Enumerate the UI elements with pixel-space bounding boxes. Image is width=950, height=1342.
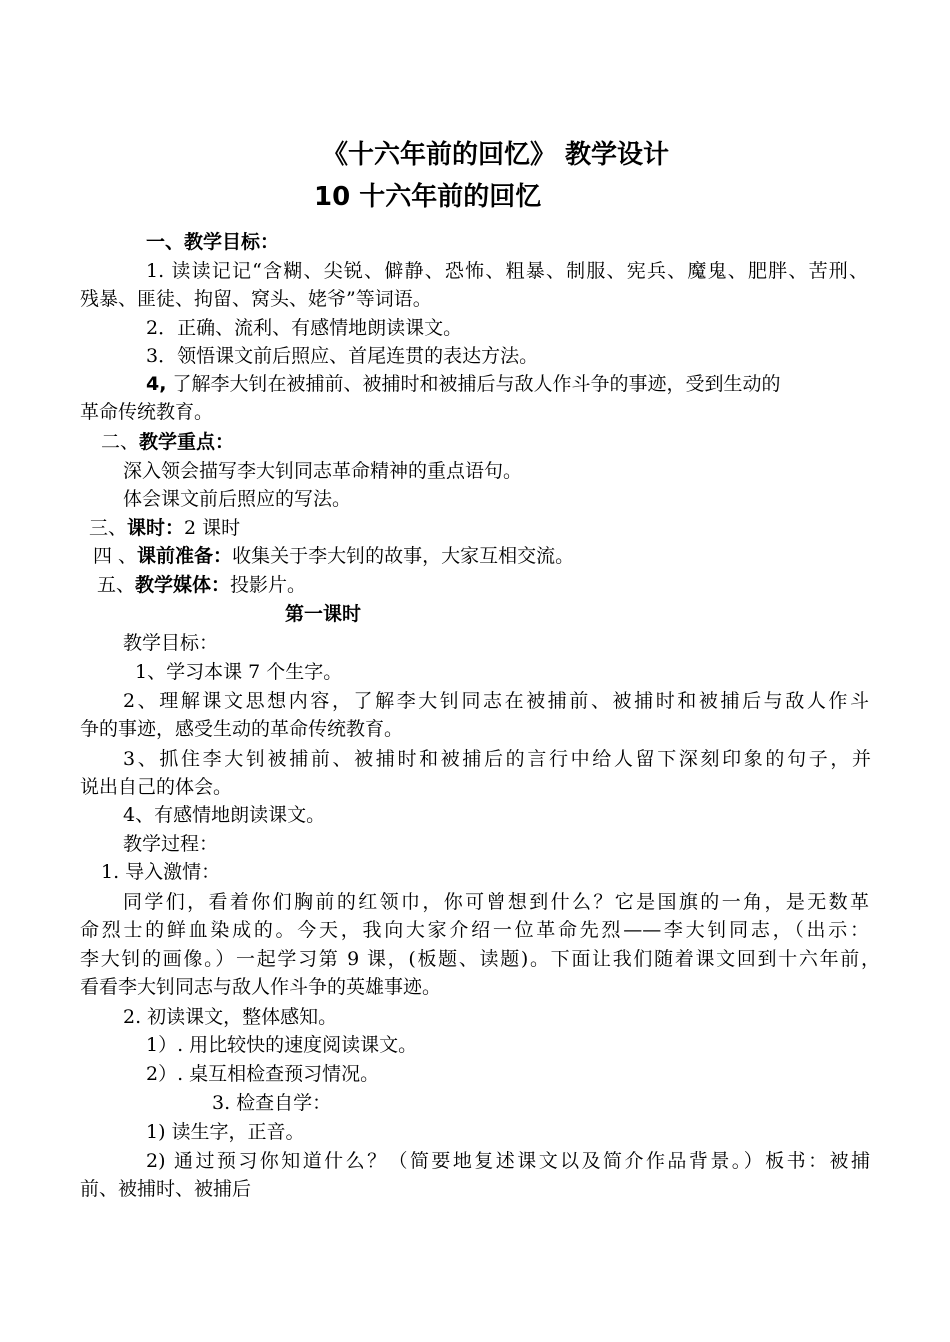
media-prefix: 五、 (97, 574, 136, 596)
objective-4-number: 4, (146, 373, 167, 395)
step-3-item-1: 1) 读生字，正音。 (146, 1121, 305, 1143)
objective-4-text: 了解李大钊在被捕前、被捕时和被捕后与敌人作斗争的事迹，受到生动的 (166, 373, 781, 395)
section-preparation (93, 542, 893, 571)
media-label: 教学媒体： (135, 574, 231, 596)
preparation-value: 收集关于李大钊的故事，大家互相交流。 (232, 545, 575, 567)
step-2-heading: 2. 初读课文，整体感知。 (123, 1006, 338, 1028)
objective-4-line-2: 革命传统教育。 (80, 401, 214, 423)
document-subtitle: 10 十六年前的回忆 (314, 182, 542, 212)
section-heading-objectives: 一、教学目标： (146, 231, 280, 253)
section-hours (89, 514, 889, 543)
media-value: 投影片。 (230, 574, 307, 596)
section-media (97, 571, 897, 600)
key-point-1: 深入领会描写李大钊同志革命精神的重点语句。 (123, 460, 523, 482)
lesson-heading: 第一课时 (285, 603, 362, 625)
step-1-text-line-3: 李大钊的画像。）一起学习第 9 课，(板题、读题)。下面让我们随着课文回到十六年前， (80, 948, 880, 970)
objective-3: 3．领悟课文前后照应、首尾连贯的表达方法。 (146, 345, 539, 367)
key-point-2: 体会课文前后照应的写法。 (123, 488, 352, 510)
step-1-text-line-4: 看看李大钊同志与敌人作斗争的英雄事迹。 (80, 976, 442, 998)
step-2-item-2: 2）. 桌互相检查预习情况。 (146, 1063, 380, 1085)
lesson-goal-2-line-1: 2、理解课文思想内容，了解李大钊同志在被捕前、被捕时和被捕后与敌人作斗 (123, 690, 869, 712)
hours-value: 2 课时 (184, 517, 241, 539)
objective-1-line-1: 1. 读读记记“含糊、尖锐、僻静、恐怖、粗暴、制服、宪兵、魔鬼、肥胖、苦刑、 (146, 260, 868, 282)
lesson-goal-2-line-2: 争的事迹，感受生动的革命传统教育。 (80, 718, 404, 740)
hours-label: 课时： (127, 517, 185, 539)
document-title: 《十六年前的回忆》 教学设计 (322, 140, 670, 170)
key-points-label: 教学重点： (139, 431, 235, 453)
objective-2: 2．正确、流利、有感情地朗读课文。 (146, 317, 463, 339)
hours-prefix: 三、 (89, 517, 128, 539)
key-points-prefix: 二、 (101, 431, 140, 453)
step-1-text-line-1: 同学们，看着你们胸前的红领巾，你可曾想到什么？它是国旗的一角，是无数革 (123, 891, 869, 913)
lesson-goal-3-line-1: 3、抓住李大钊被捕前、被捕时和被捕后的言行中给人留下深刻印象的句子，并 (123, 748, 871, 770)
section-heading-key-points (101, 428, 901, 457)
teaching-process-label: 教学过程： (123, 833, 219, 855)
preparation-label: 课前准备： (137, 545, 233, 567)
lesson-goal-4: 4、有感情地朗读课文。 (123, 804, 326, 826)
step-3-item-2-line-2: 前、被捕时、被捕后 (80, 1178, 252, 1200)
step-3-item-2-line-1: 2) 通过预习你知道什么？（简要地复述课文以及简介作品背景。）板书：被捕 (146, 1150, 870, 1172)
objective-4-line-1 (146, 370, 870, 399)
step-1-heading: 1. 导入激情： (101, 861, 221, 883)
step-2-item-1: 1）. 用比较快的速度阅读课文。 (146, 1034, 418, 1056)
objective-1-line-2: 残暴、匪徒、拘留、窝头、姥爷”等词语。 (80, 288, 432, 310)
lesson-goal-3-line-2: 说出自己的体会。 (80, 776, 233, 798)
preparation-prefix: 四 、 (93, 545, 138, 567)
step-3-heading: 3. 检查自学： (212, 1092, 332, 1114)
step-1-text-line-2: 命烈士的鲜血染成的。今天，我向大家介绍一位革命先烈——李大钊同志，（出示： (80, 919, 869, 941)
lesson-goal-1: 1、学习本课 7 个生字。 (135, 661, 343, 683)
lesson-goals-label: 教学目标： (123, 632, 219, 654)
